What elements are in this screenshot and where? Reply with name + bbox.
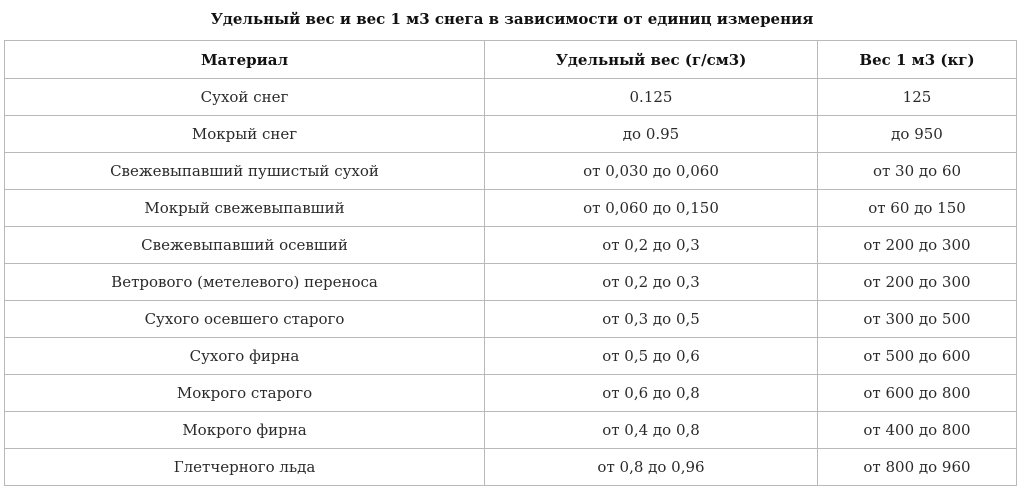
cell-specific-weight: от 0,5 до 0,6 — [485, 338, 818, 375]
cell-material: Глетчерного льда — [5, 449, 485, 486]
cell-weight-per-m3: от 30 до 60 — [818, 153, 1017, 190]
cell-material: Мокрый свежевыпавший — [5, 190, 485, 227]
cell-weight-per-m3: от 600 до 800 — [818, 375, 1017, 412]
table-title: Удельный вес и вес 1 м3 снега в зависимости от единиц измерения — [210, 10, 814, 28]
table-row — [5, 264, 1017, 301]
cell-specific-weight: 0.125 — [485, 79, 818, 116]
snow-weight-table — [4, 40, 1017, 486]
table-row — [5, 116, 1017, 153]
header-material: Материал — [5, 41, 485, 79]
cell-weight-per-m3: от 400 до 800 — [818, 412, 1017, 449]
cell-weight-per-m3: от 200 до 300 — [818, 227, 1017, 264]
cell-specific-weight: от 0,2 до 0,3 — [485, 264, 818, 301]
table-row — [5, 338, 1017, 375]
cell-specific-weight: от 0,060 до 0,150 — [485, 190, 818, 227]
cell-specific-weight: от 0,6 до 0,8 — [485, 375, 818, 412]
cell-material: Свежевыпавший пушистый сухой — [5, 153, 485, 190]
table-row — [5, 153, 1017, 190]
cell-weight-per-m3: от 60 до 150 — [818, 190, 1017, 227]
cell-material: Мокрый снег — [5, 116, 485, 153]
cell-weight-per-m3: от 800 до 960 — [818, 449, 1017, 486]
cell-specific-weight: от 0,2 до 0,3 — [485, 227, 818, 264]
header-specific-weight: Удельный вес (г/см3) — [485, 41, 818, 79]
cell-specific-weight: до 0.95 — [485, 116, 818, 153]
cell-material: Сухого осевшего старого — [5, 301, 485, 338]
cell-material: Свежевыпавший осевший — [5, 227, 485, 264]
cell-specific-weight: от 0,030 до 0,060 — [485, 153, 818, 190]
cell-specific-weight: от 0,4 до 0,8 — [485, 412, 818, 449]
table-header-row — [5, 41, 1017, 79]
cell-material: Сухого фирна — [5, 338, 485, 375]
cell-material: Ветрового (метелевого) переноса — [5, 264, 485, 301]
cell-material: Мокрого фирна — [5, 412, 485, 449]
table-row — [5, 449, 1017, 486]
cell-specific-weight: от 0,3 до 0,5 — [485, 301, 818, 338]
table-row — [5, 190, 1017, 227]
table-row — [5, 79, 1017, 116]
cell-weight-per-m3: до 950 — [818, 116, 1017, 153]
cell-weight-per-m3: 125 — [818, 79, 1017, 116]
cell-weight-per-m3: от 300 до 500 — [818, 301, 1017, 338]
table-row — [5, 301, 1017, 338]
cell-weight-per-m3: от 200 до 300 — [818, 264, 1017, 301]
cell-material: Мокрого старого — [5, 375, 485, 412]
header-weight-per-m3: Вес 1 м3 (кг) — [818, 41, 1017, 79]
table-row — [5, 412, 1017, 449]
table-row — [5, 375, 1017, 412]
cell-weight-per-m3: от 500 до 600 — [818, 338, 1017, 375]
cell-material: Сухой снег — [5, 79, 485, 116]
cell-specific-weight: от 0,8 до 0,96 — [485, 449, 818, 486]
table-row — [5, 227, 1017, 264]
